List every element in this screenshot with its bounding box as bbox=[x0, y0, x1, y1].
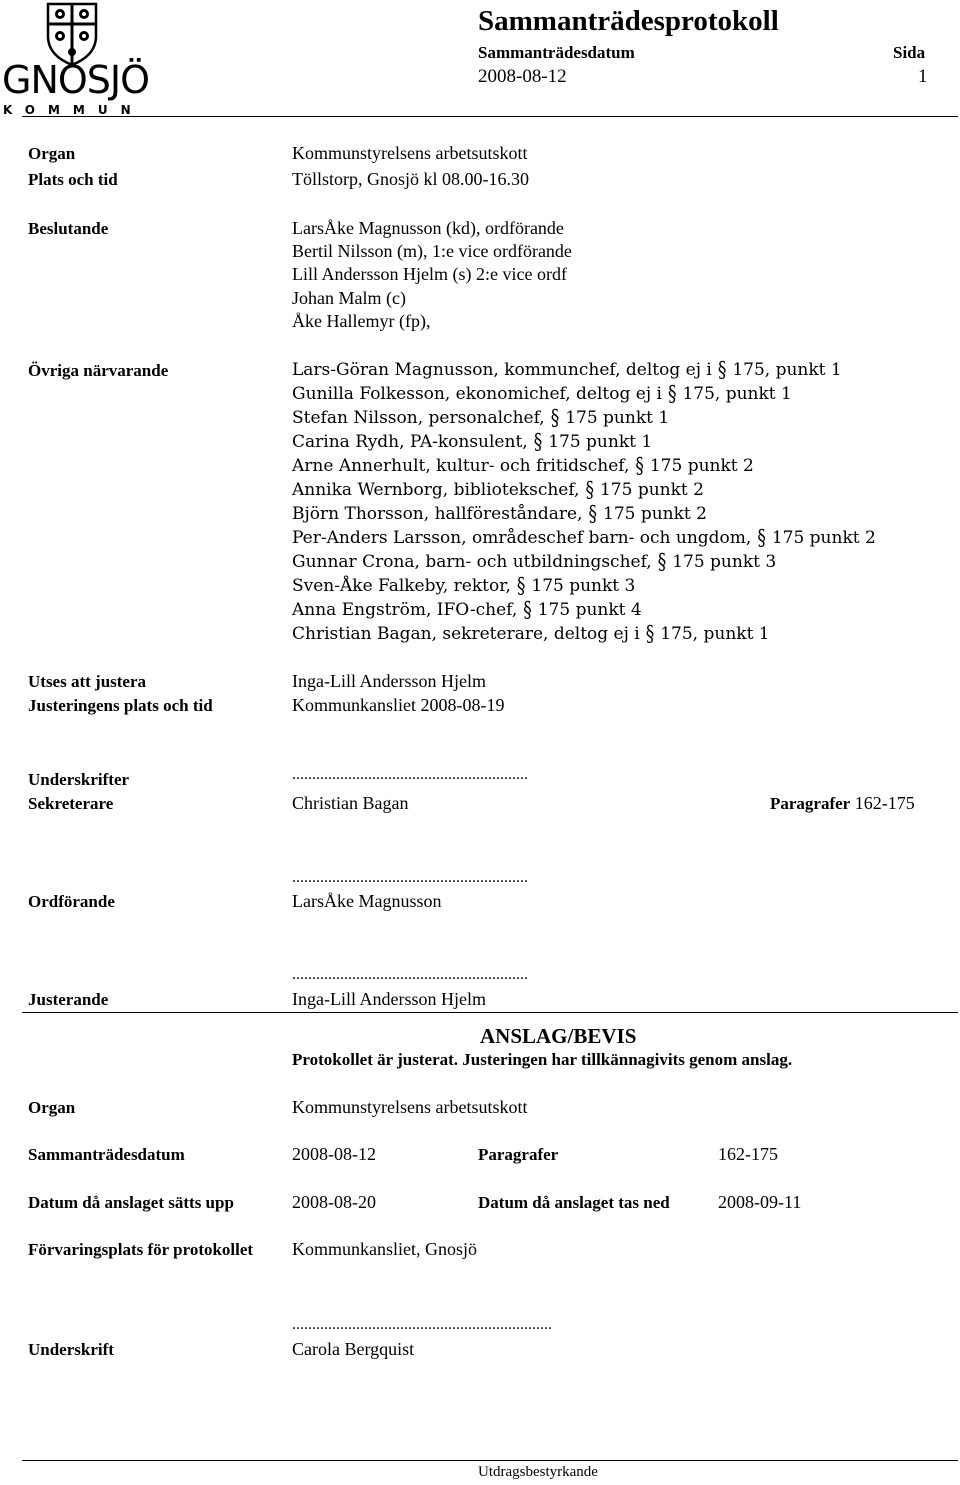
anslag-upp-value: 2008-08-20 bbox=[292, 1192, 376, 1212]
section-sign: § bbox=[635, 453, 644, 479]
footer-divider bbox=[22, 1460, 958, 1461]
ovriga-row: Sven-Åke Falkeby, rektor, § 175 punkt 3 bbox=[292, 573, 636, 599]
paragrafer-value: 162-175 bbox=[854, 793, 915, 813]
ovriga-row: Annika Wernborg, bibliotekschef, § 175 punkt 2 bbox=[292, 477, 704, 503]
organ-label: Organ bbox=[28, 144, 76, 163]
ovriga-row: Arne Annerhult, kultur- och fritidschef, § 175 punkt 2 bbox=[292, 453, 754, 479]
signature-line: ........................................................... bbox=[292, 869, 528, 886]
section-sign: § bbox=[516, 573, 526, 599]
section-sign: § bbox=[657, 549, 667, 575]
justerande-label: Justerande bbox=[28, 990, 109, 1009]
section-sign: § bbox=[523, 597, 532, 623]
footer-text: Utdragsbestyrkande bbox=[478, 1464, 598, 1480]
anslag-organ-value: Kommunstyrelsens arbetsutskott bbox=[292, 1097, 528, 1117]
section-sign: § bbox=[585, 477, 594, 503]
section-sign: § bbox=[645, 621, 655, 647]
anslag-ned-label: Datum då anslaget tas ned bbox=[478, 1193, 670, 1212]
anslag-organ-label: Organ bbox=[28, 1098, 76, 1117]
sekreterare-name: Christian Bagan bbox=[292, 793, 409, 813]
meeting-date-label: Sammanträdesdatum bbox=[478, 43, 635, 62]
section-sign: § bbox=[667, 381, 677, 407]
underskrift-label: Underskrift bbox=[28, 1340, 114, 1359]
document-title: Sammanträdesprotokoll bbox=[478, 5, 779, 37]
paragrafer-range bbox=[770, 793, 915, 814]
logo-subtitle: KOMMUN bbox=[3, 103, 144, 117]
paragrafer-label: Paragrafer bbox=[770, 794, 851, 813]
anslag-divider bbox=[22, 1012, 958, 1013]
anslag-note: Protokollet är justerat. Justeringen har tillkännagivits genom anslag. bbox=[292, 1050, 793, 1069]
ovriga-row: Carina Rydh, PA-konsulent, § 175 punkt 1 bbox=[292, 429, 653, 455]
utses-label: Utses att justera bbox=[28, 672, 147, 691]
coat-of-arms-icon bbox=[46, 2, 98, 66]
underskrift-name: Carola Bergquist bbox=[292, 1339, 415, 1359]
forvaring-label: Förvaringsplats för protokollet bbox=[28, 1240, 254, 1259]
justering-plats-label: Justeringens plats och tid bbox=[28, 696, 213, 715]
beslutande-member: LarsÅke Magnusson (kd), ordförande bbox=[292, 218, 564, 238]
organ-value: Kommunstyrelsens arbetsutskott bbox=[292, 143, 528, 163]
signature-line: ........................................................... bbox=[292, 966, 528, 983]
justering-plats-value: Kommunkansliet 2008-08-19 bbox=[292, 695, 505, 715]
logo-name: GNOSJÖ bbox=[2, 58, 150, 102]
utses-value: Inga-Lill Andersson Hjelm bbox=[292, 671, 486, 691]
ovriga-row: Björn Thorsson, hallföreståndare, § 175 punkt 2 bbox=[292, 501, 707, 527]
anslag-paragrafer-value: 162-175 bbox=[718, 1144, 778, 1164]
forvaring-value: Kommunkansliet, Gnosjö bbox=[292, 1239, 477, 1259]
anslag-datum-value: 2008-08-12 bbox=[292, 1144, 376, 1164]
beslutande-member: Åke Hallemyr (fp), bbox=[292, 311, 431, 331]
ovriga-row: Per-Anders Larsson, områdeschef barn- och ungdom, § 175 punkt 2 bbox=[292, 525, 876, 551]
signature-line: ........................................................... bbox=[292, 766, 528, 783]
ovriga-row: Stefan Nilsson, personalchef, § 175 punkt 1 bbox=[292, 405, 670, 431]
beslutande-member: Johan Malm (c) bbox=[292, 288, 406, 308]
section-sign: § bbox=[550, 405, 560, 431]
anslag-paragrafer-label: Paragrafer bbox=[478, 1145, 559, 1164]
ordforande-name: LarsÅke Magnusson bbox=[292, 891, 442, 911]
page-number: 1 bbox=[918, 66, 928, 87]
place-time-label: Plats och tid bbox=[28, 170, 118, 189]
sekreterare-label: Sekreterare bbox=[28, 794, 114, 813]
justerande-name: Inga-Lill Andersson Hjelm bbox=[292, 989, 486, 1009]
meeting-date: 2008-08-12 bbox=[478, 66, 567, 87]
anslag-title: ANSLAG/BEVIS bbox=[480, 1024, 637, 1048]
anslag-upp-label: Datum då anslaget sätts upp bbox=[28, 1193, 234, 1212]
beslutande-member: Lill Andersson Hjelm (s) 2:e vice ordf bbox=[292, 264, 567, 284]
header-divider bbox=[22, 116, 958, 117]
section-sign: § bbox=[757, 525, 766, 551]
ovriga-row: Gunilla Folkesson, ekonomichef, deltog ej i § 175, punkt 1 bbox=[292, 381, 792, 407]
ordforande-label: Ordförande bbox=[28, 892, 115, 911]
ovriga-row: Christian Bagan, sekreterare, deltog ej i § 175, punkt 1 bbox=[292, 621, 770, 647]
ovriga-row: Lars-Göran Magnusson, kommunchef, deltog ej i § 175, punkt 1 bbox=[292, 357, 842, 383]
underskrift-line: ................................................................. bbox=[292, 1316, 552, 1333]
ovriga-row: Gunnar Crona, barn- och utbildningschef, § 175 punkt 3 bbox=[292, 549, 777, 575]
section-sign: § bbox=[533, 429, 543, 455]
anslag-datum-label: Sammanträdesdatum bbox=[28, 1145, 185, 1164]
anslag-ned-value: 2008-09-11 bbox=[718, 1192, 802, 1212]
ovriga-row: Anna Engström, IFO-chef, § 175 punkt 4 bbox=[292, 597, 642, 623]
section-sign: § bbox=[717, 357, 727, 383]
beslutande-label: Beslutande bbox=[28, 219, 109, 238]
page-label: Sida bbox=[893, 43, 926, 62]
underskrifter-label: Underskrifter bbox=[28, 770, 130, 789]
place-time-value: Töllstorp, Gnosjö kl 08.00-16.30 bbox=[292, 169, 529, 189]
section-sign: § bbox=[588, 501, 597, 527]
ovriga-label: Övriga närvarande bbox=[28, 361, 169, 380]
beslutande-member: Bertil Nilsson (m), 1:e vice ordförande bbox=[292, 241, 572, 261]
